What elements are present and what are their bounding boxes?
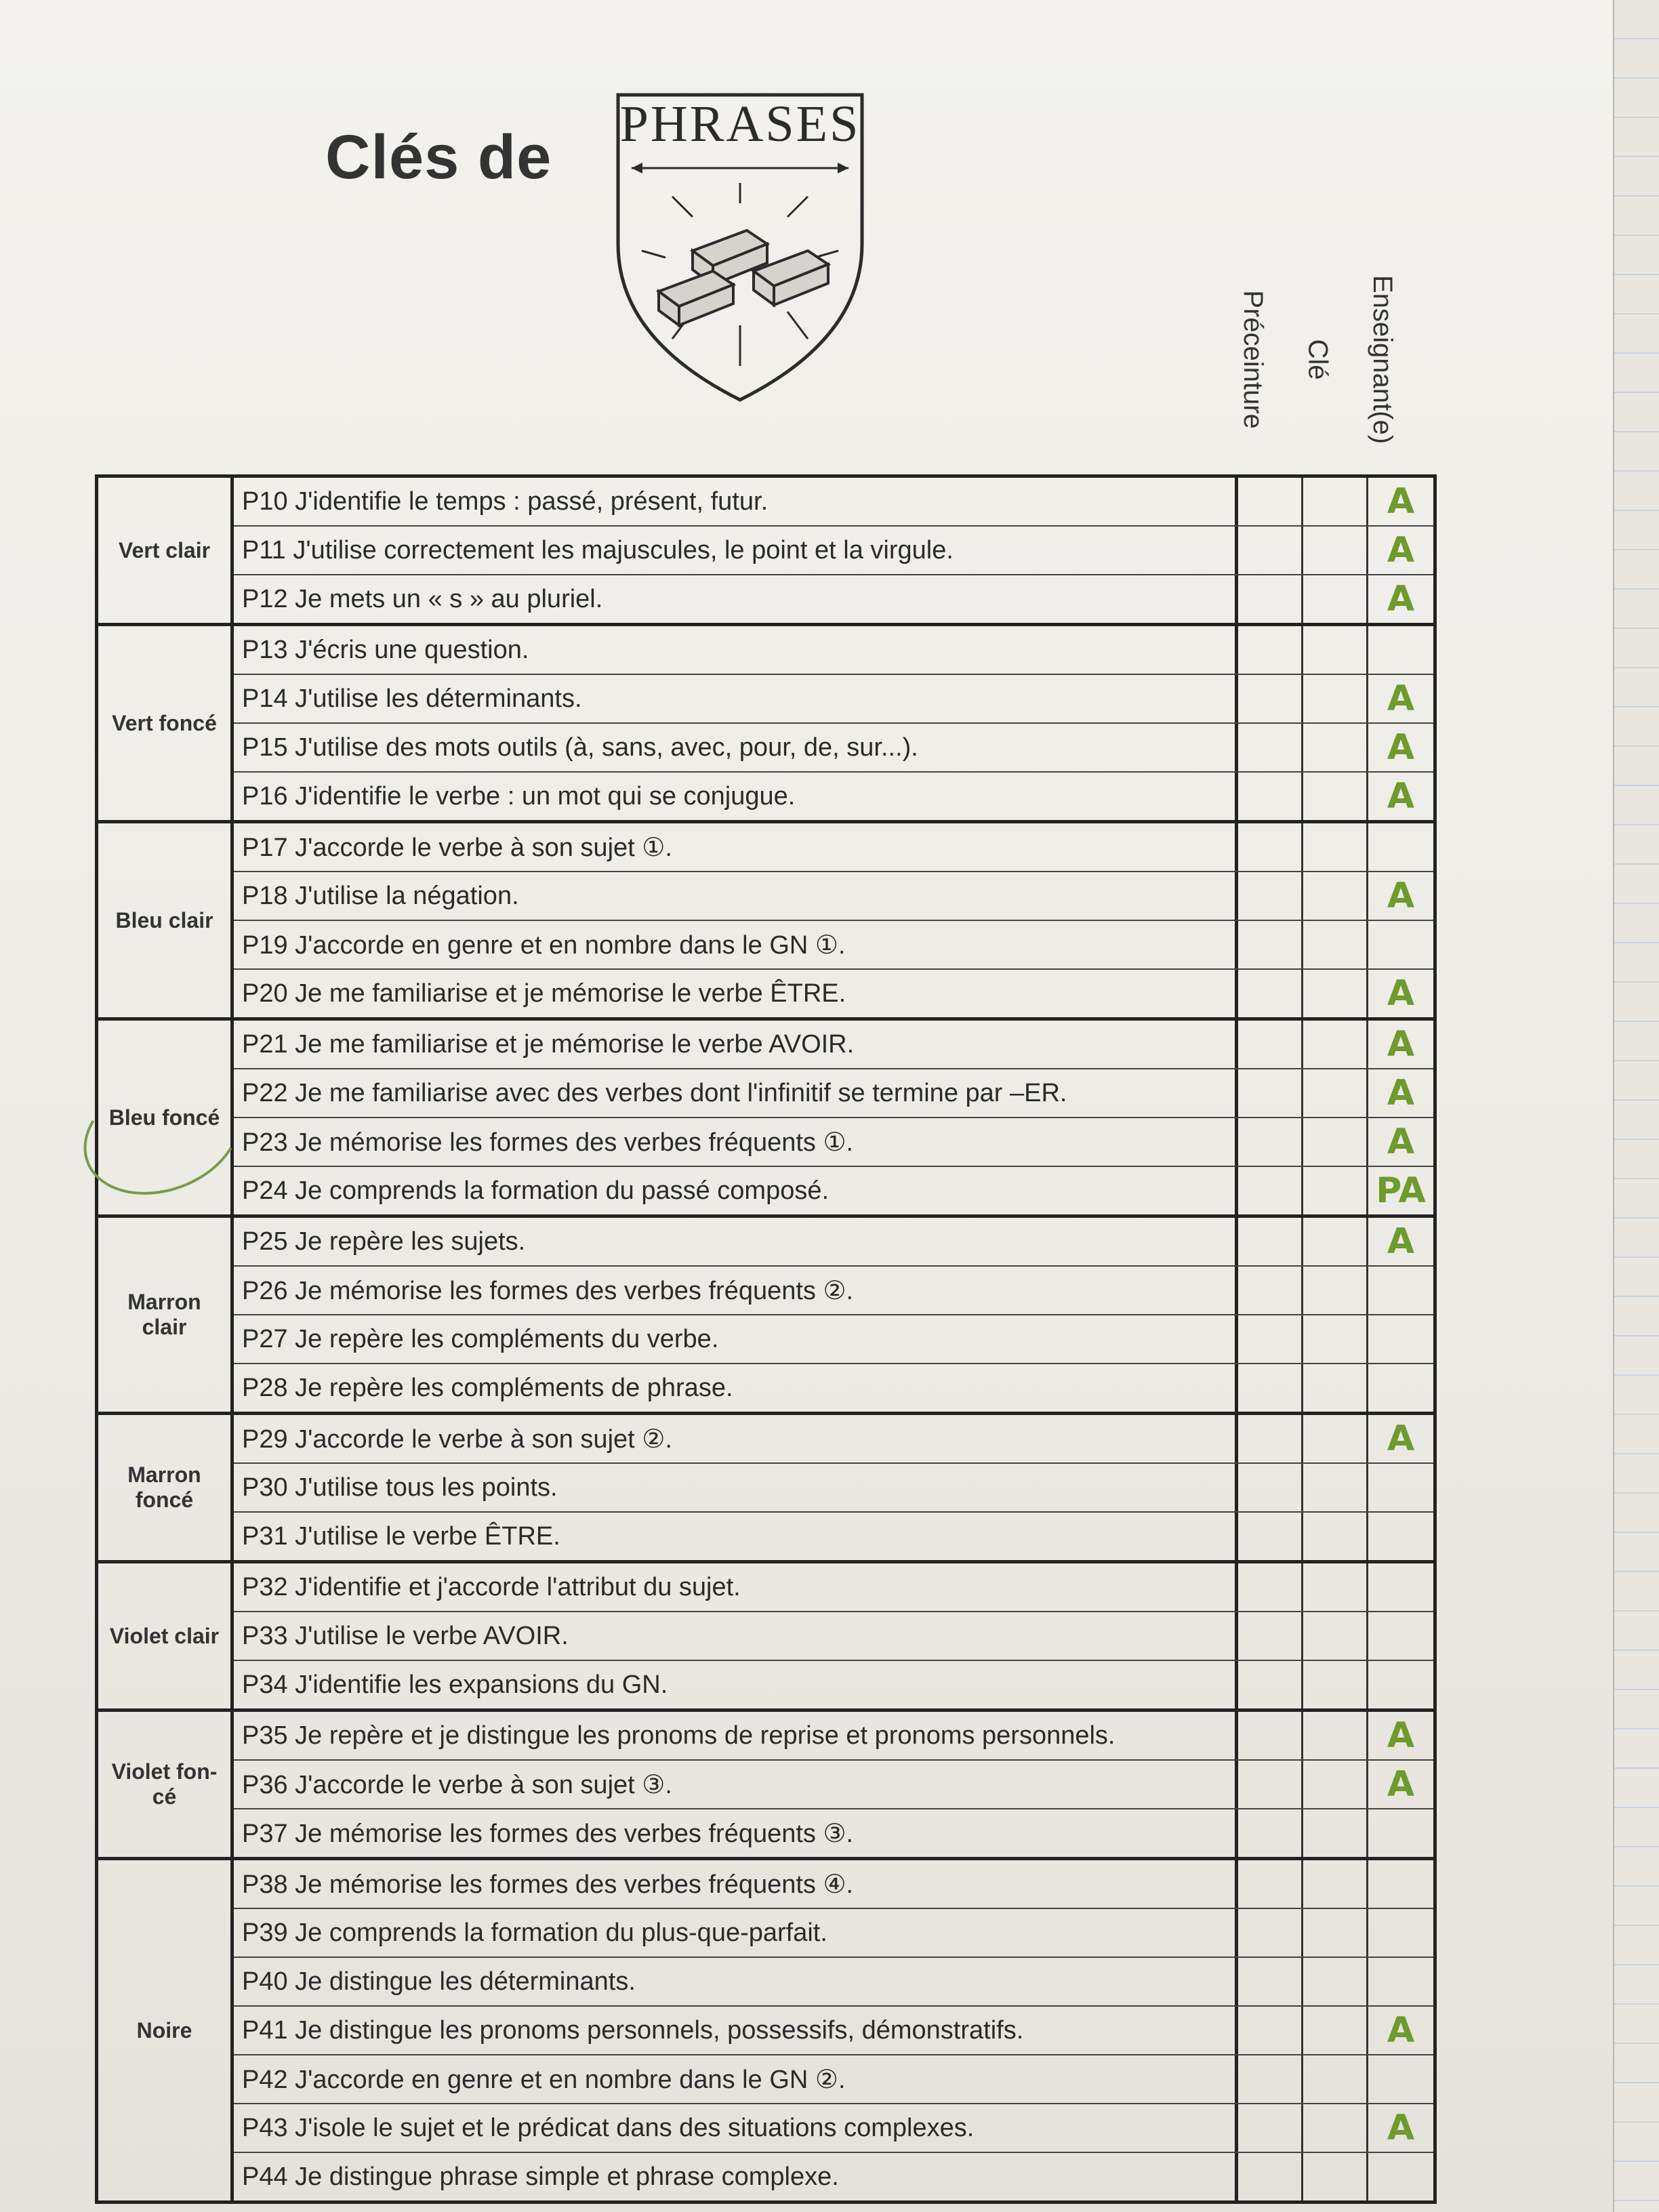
skill-row (234, 1021, 1433, 1068)
cle-cell (1303, 478, 1368, 525)
skill-row (234, 2103, 1433, 2152)
skill-row (234, 871, 1433, 920)
preceinture-cell (1238, 1415, 1303, 1462)
skill-row (234, 1415, 1433, 1462)
skill-text: P27 Je repère les compléments du verbe. (234, 1315, 1238, 1363)
skill-text: P41 Je distingue les pronoms personnels, possessifs, démonstratifs. (234, 2007, 1238, 2054)
enseignant-cell (1368, 2104, 1433, 2152)
cle-cell (1303, 2055, 1368, 2103)
preceinture-cell (1238, 675, 1303, 722)
column-header-label: Enseignant(e) (1368, 274, 1398, 444)
skill-text: P23 Je mémorise les formes des verbes fréquents ①. (234, 1118, 1238, 1166)
preceinture-cell (1238, 1218, 1303, 1265)
skill-row (234, 1957, 1433, 2005)
preceinture-cell (1238, 1167, 1303, 1214)
skill-row (234, 574, 1433, 623)
cle-cell (1303, 1415, 1368, 1462)
page-title: Clés de (325, 123, 552, 192)
level-name: Violet fon-cé (98, 1712, 234, 1857)
teacher-mark: A (1387, 1122, 1415, 1162)
skill-row (234, 2054, 1433, 2103)
teacher-mark: A (1387, 1418, 1415, 1459)
skill-row (234, 674, 1433, 722)
skill-text: P17 J'accorde le verbe à son sujet ①. (234, 823, 1238, 871)
preceinture-cell (1238, 872, 1303, 920)
skill-row (234, 1462, 1433, 1511)
level-name: Vert foncé (98, 626, 234, 820)
cle-cell (1303, 575, 1368, 623)
skill-text: P40 Je distingue les déterminants. (234, 1958, 1238, 2005)
skill-row (234, 920, 1433, 968)
skill-text: P26 Je mémorise les formes des verbes fréquents ②. (234, 1267, 1238, 1314)
teacher-mark: A (1387, 1024, 1415, 1065)
preceinture-cell (1238, 2104, 1303, 2152)
skill-row (234, 1265, 1433, 1314)
skill-text: P35 Je repère et je distingue les pronoms de reprise et pronoms personnels. (234, 1712, 1238, 1759)
level-name: Marron foncé (98, 1415, 234, 1560)
enseignant-cell (1368, 1860, 1433, 1908)
level-group (98, 820, 1433, 1017)
teacher-mark: A (1387, 776, 1415, 817)
skill-row (234, 1712, 1433, 1759)
skill-text: P13 J'écris une question. (234, 626, 1238, 674)
column-header-cle (1285, 244, 1350, 474)
teacher-mark: A (1387, 2010, 1415, 2051)
skill-text: P32 J'identifie et j'accorde l'attribut du sujet. (234, 1563, 1238, 1611)
enseignant-cell (1368, 773, 1433, 820)
preceinture-cell (1238, 1712, 1303, 1759)
skill-row (234, 626, 1433, 674)
cle-cell (1303, 823, 1368, 871)
cle-cell (1303, 1167, 1368, 1214)
skill-row (234, 968, 1433, 1017)
cle-cell (1303, 527, 1368, 574)
skill-row (234, 1117, 1433, 1166)
enseignant-cell (1368, 1267, 1433, 1314)
enseignant-cell (1368, 1021, 1433, 1068)
teacher-mark: A (1387, 973, 1415, 1014)
skill-row (234, 722, 1433, 771)
cle-cell (1303, 1021, 1368, 1068)
column-header-label: Clé (1303, 338, 1333, 380)
skill-text: P10 J'identifie le temps : passé, présent, futur. (234, 478, 1238, 525)
enseignant-cell (1368, 1761, 1433, 1808)
cle-cell (1303, 1267, 1368, 1314)
teacher-mark: A (1387, 1764, 1415, 1805)
cle-cell (1303, 1661, 1368, 1708)
skill-text: P39 Je comprends la formation du plus-que-parfait. (234, 1909, 1238, 1957)
skill-row (234, 1611, 1433, 1660)
teacher-mark: A (1387, 678, 1415, 719)
teacher-mark: A (1387, 579, 1415, 619)
skill-row (234, 1660, 1433, 1708)
enseignant-cell (1368, 1712, 1433, 1759)
enseignant-cell (1368, 1513, 1433, 1560)
skill-row (234, 1511, 1433, 1560)
cle-cell (1303, 773, 1368, 820)
enseignant-cell (1368, 1563, 1433, 1611)
skill-row (234, 1166, 1433, 1214)
preceinture-cell (1238, 1761, 1303, 1808)
level-group (98, 1857, 1433, 2200)
cle-cell (1303, 1364, 1368, 1412)
preceinture-cell (1238, 1860, 1303, 1908)
level-name: Violet clair (98, 1563, 234, 1708)
enseignant-cell (1368, 1909, 1433, 1957)
cle-cell (1303, 1860, 1368, 1908)
level-group (98, 1412, 1433, 1560)
enseignant-cell (1368, 1809, 1433, 1857)
skill-text: P30 J'utilise tous les points. (234, 1464, 1238, 1511)
preceinture-cell (1238, 970, 1303, 1017)
cle-cell (1303, 2153, 1368, 2200)
skill-text: P24 Je comprends la formation du passé composé. (234, 1167, 1238, 1214)
preceinture-cell (1238, 626, 1303, 674)
skill-text: P33 J'utilise le verbe AVOIR. (234, 1612, 1238, 1660)
enseignant-cell (1368, 1612, 1433, 1660)
preceinture-cell (1238, 823, 1303, 871)
skill-text: P11 J'utilise correctement les majuscules, le point et la virgule. (234, 527, 1238, 574)
teacher-mark: A (1387, 481, 1415, 522)
skill-text: P20 Je me familiarise et je mémorise le verbe ÊTRE. (234, 970, 1238, 1017)
logo-text: PHRASES (619, 96, 861, 152)
level-group (98, 1708, 1433, 1857)
skill-text: P12 Je mets un « s » au pluriel. (234, 575, 1238, 623)
skill-text: P18 J'utilise la négation. (234, 872, 1238, 920)
cle-cell (1303, 1809, 1368, 1857)
enseignant-cell (1368, 478, 1433, 525)
skill-row (234, 1759, 1433, 1808)
skill-text: P15 J'utilise des mots outils (à, sans, avec, pour, de, sur...). (234, 724, 1238, 771)
enseignant-cell (1368, 2055, 1433, 2103)
enseignant-cell (1368, 527, 1433, 574)
cle-cell (1303, 872, 1368, 920)
teacher-mark: A (1387, 727, 1415, 768)
enseignant-cell (1368, 1464, 1433, 1511)
enseignant-cell (1368, 2007, 1433, 2054)
cle-cell (1303, 1069, 1368, 1117)
teacher-mark: PA (1376, 1170, 1426, 1211)
teacher-mark: A (1387, 1221, 1415, 1262)
enseignant-cell (1368, 2153, 1433, 2200)
skill-row (234, 823, 1433, 871)
skill-text: P21 Je me familiarise et je mémorise le verbe AVOIR. (234, 1021, 1238, 1068)
preceinture-cell (1238, 1809, 1303, 1857)
cle-cell (1303, 1712, 1368, 1759)
teacher-mark: A (1387, 530, 1415, 571)
skill-row (234, 478, 1433, 525)
enseignant-cell (1368, 1167, 1433, 1214)
preceinture-cell (1238, 1464, 1303, 1511)
enseignant-cell (1368, 1118, 1433, 1166)
cle-cell (1303, 1563, 1368, 1611)
cle-cell (1303, 675, 1368, 722)
preceinture-cell (1238, 2007, 1303, 2054)
enseignant-cell (1368, 1069, 1433, 1117)
cle-cell (1303, 1958, 1368, 2005)
lined-paper-edge (1613, 0, 1659, 2212)
skill-row (234, 771, 1433, 820)
skill-row (234, 1363, 1433, 1412)
skill-text: P22 Je me familiarise avec des verbes dont l'infinitif se termine par –ER. (234, 1069, 1238, 1117)
enseignant-cell (1368, 1415, 1433, 1462)
preceinture-cell (1238, 575, 1303, 623)
cle-cell (1303, 626, 1368, 674)
preceinture-cell (1238, 2153, 1303, 2200)
skill-text: P36 J'accorde le verbe à son sujet ③. (234, 1761, 1238, 1808)
level-group (98, 478, 1433, 623)
teacher-mark: A (1387, 1715, 1415, 1756)
cle-cell (1303, 2007, 1368, 2054)
enseignant-cell (1368, 675, 1433, 722)
skill-text: P14 J'utilise les déterminants. (234, 675, 1238, 722)
skill-text: P42 J'accorde en genre et en nombre dans le GN ②. (234, 2055, 1238, 2103)
preceinture-cell (1238, 1267, 1303, 1314)
enseignant-cell (1368, 1958, 1433, 2005)
preceinture-cell (1238, 1612, 1303, 1660)
level-group (98, 623, 1433, 820)
enseignant-cell (1368, 1364, 1433, 1412)
level-group (98, 1560, 1433, 1708)
preceinture-cell (1238, 1661, 1303, 1708)
skill-row (234, 2005, 1433, 2054)
preceinture-cell (1238, 1513, 1303, 1560)
preceinture-cell (1238, 724, 1303, 771)
preceinture-cell (1238, 1958, 1303, 2005)
skill-text: P34 J'identifie les expansions du GN. (234, 1661, 1238, 1708)
skill-text: P16 J'identifie le verbe : un mot qui se conjugue. (234, 773, 1238, 820)
column-header-preceinture (1220, 244, 1285, 474)
preceinture-cell (1238, 1069, 1303, 1117)
cle-cell (1303, 724, 1368, 771)
enseignant-cell (1368, 921, 1433, 968)
skill-text: P31 J'utilise le verbe ÊTRE. (234, 1513, 1238, 1560)
cle-cell (1303, 1513, 1368, 1560)
cle-cell (1303, 970, 1368, 1017)
cle-cell (1303, 2104, 1368, 2152)
preceinture-cell (1238, 1364, 1303, 1412)
teacher-mark: A (1387, 2108, 1415, 2148)
enseignant-cell (1368, 970, 1433, 1017)
cle-cell (1303, 1761, 1368, 1808)
skill-row (234, 1068, 1433, 1117)
enseignant-cell (1368, 626, 1433, 674)
preceinture-cell (1238, 1563, 1303, 1611)
skill-text: P29 J'accorde le verbe à son sujet ②. (234, 1415, 1238, 1462)
preceinture-cell (1238, 478, 1303, 525)
enseignant-cell (1368, 823, 1433, 871)
skill-row (234, 1808, 1433, 1857)
preceinture-cell (1238, 1909, 1303, 1957)
skill-row (234, 1563, 1433, 1611)
level-name: Bleu clair (98, 823, 234, 1017)
skill-row (234, 1218, 1433, 1265)
cle-cell (1303, 1218, 1368, 1265)
enseignant-cell (1368, 1315, 1433, 1363)
teacher-mark: A (1387, 1073, 1415, 1113)
enseignant-cell (1368, 575, 1433, 623)
cle-cell (1303, 1612, 1368, 1660)
preceinture-cell (1238, 921, 1303, 968)
skill-row (234, 2152, 1433, 2200)
skill-text: P28 Je repère les compléments de phrase. (234, 1364, 1238, 1412)
enseignant-cell (1368, 1661, 1433, 1708)
teacher-mark: A (1387, 876, 1415, 916)
level-group (98, 1214, 1433, 1412)
cle-cell (1303, 1909, 1368, 1957)
preceinture-cell (1238, 1315, 1303, 1363)
column-header-enseignant (1350, 244, 1415, 474)
level-name: Marron clair (98, 1218, 234, 1412)
level-name: Noire (98, 1860, 234, 2200)
enseignant-cell (1368, 872, 1433, 920)
skill-text: P25 Je repère les sujets. (234, 1218, 1238, 1265)
level-name: Bleu foncé (98, 1021, 234, 1214)
skills-table (95, 474, 1437, 2204)
phrases-shield-logo (605, 81, 876, 407)
enseignant-cell (1368, 724, 1433, 771)
preceinture-cell (1238, 527, 1303, 574)
preceinture-cell (1238, 2055, 1303, 2103)
skill-text: P43 J'isole le sujet et le prédicat dans des situations complexes. (234, 2104, 1238, 2152)
cle-cell (1303, 1118, 1368, 1166)
skill-text: P38 Je mémorise les formes des verbes fréquents ④. (234, 1860, 1238, 1908)
preceinture-cell (1238, 773, 1303, 820)
skill-row (234, 525, 1433, 574)
skill-text: P19 J'accorde en genre et en nombre dans le GN ①. (234, 921, 1238, 968)
level-group (98, 1017, 1433, 1214)
level-name: Vert clair (98, 478, 234, 623)
skill-text: P37 Je mémorise les formes des verbes fréquents ③. (234, 1809, 1238, 1857)
column-header-label: Préceinture (1237, 289, 1268, 429)
cle-cell (1303, 1464, 1368, 1511)
skill-row (234, 1908, 1433, 1957)
preceinture-cell (1238, 1021, 1303, 1068)
skill-text: P44 Je distingue phrase simple et phrase complexe. (234, 2153, 1238, 2200)
cle-cell (1303, 1315, 1368, 1363)
preceinture-cell (1238, 1118, 1303, 1166)
enseignant-cell (1368, 1218, 1433, 1265)
skill-row (234, 1314, 1433, 1363)
skill-row (234, 1860, 1433, 1908)
cle-cell (1303, 921, 1368, 968)
